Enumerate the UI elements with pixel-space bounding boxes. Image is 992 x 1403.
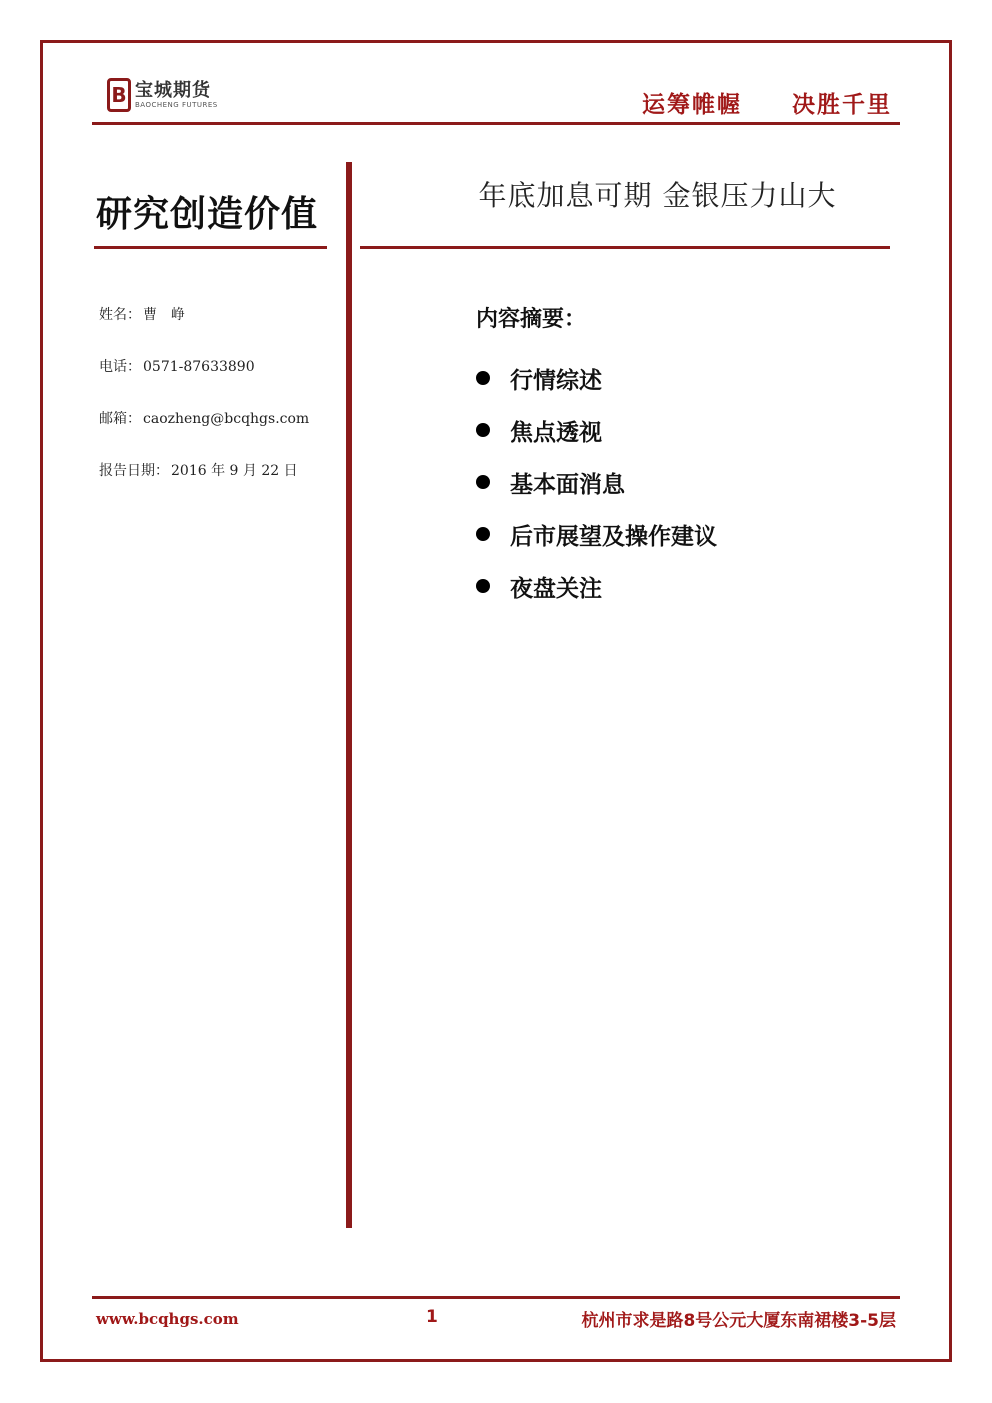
left-title-rule: [94, 246, 327, 249]
slogan-part-1: 运筹帷幄: [642, 92, 742, 118]
slogan-part-2: 决胜千里: [792, 92, 892, 118]
footer-rule: [92, 1296, 900, 1299]
bullet-icon: [476, 579, 490, 593]
left-title: 研究创造价值: [96, 193, 319, 235]
list-item-label: 后市展望及操作建议: [510, 523, 717, 550]
name-label: 姓名：: [99, 307, 141, 323]
list-item-label: 焦点透视: [510, 419, 602, 446]
logo-mark: B: [107, 78, 131, 112]
list-item-label: 夜盘关注: [510, 575, 602, 602]
author-email: [99, 408, 309, 428]
email-value: caozheng@bcqhgs.com: [143, 411, 310, 427]
bullet-icon: [476, 423, 490, 437]
page-border: [40, 40, 952, 1362]
list-item: [476, 404, 717, 456]
header-rule: [92, 122, 900, 125]
footer-address: 杭州市求是路8号公元大厦东南裙楼3-5层: [581, 1311, 896, 1331]
summary-heading: 内容摘要：: [476, 307, 587, 332]
date-label: 报告日期：: [99, 463, 169, 479]
footer-website-link[interactable]: www.bcqhgs.com: [96, 1310, 239, 1328]
summary-list: [476, 352, 717, 612]
date-value: 2016 年 9 月 22 日: [171, 463, 298, 479]
phone-label: 电话：: [99, 359, 141, 375]
list-item: [476, 508, 717, 560]
name-value: 曹 峥: [143, 307, 185, 323]
logo-name-en: BAOCHENG FUTURES: [135, 100, 218, 109]
list-item-label: 基本面消息: [510, 471, 625, 498]
report-title: 年底加息可期 金银压力山大: [478, 179, 837, 212]
bullet-icon: [476, 475, 490, 489]
page-number: 1: [426, 1307, 438, 1327]
logo-name-cn: 宝城期货: [135, 79, 211, 101]
phone-value: 0571-87633890: [143, 359, 255, 375]
list-item-label: 行情综述: [510, 367, 602, 394]
list-item: [476, 456, 717, 508]
author-name: [99, 304, 185, 324]
header-slogan: [642, 86, 892, 119]
list-item: [476, 560, 717, 612]
email-label: 邮箱：: [99, 411, 141, 427]
company-logo: [107, 78, 218, 112]
list-item: [476, 352, 717, 404]
report-date: [99, 460, 298, 480]
author-phone: [99, 356, 255, 376]
vertical-divider: [346, 162, 352, 1228]
bullet-icon: [476, 527, 490, 541]
main-title-rule: [360, 246, 890, 249]
bullet-icon: [476, 371, 490, 385]
